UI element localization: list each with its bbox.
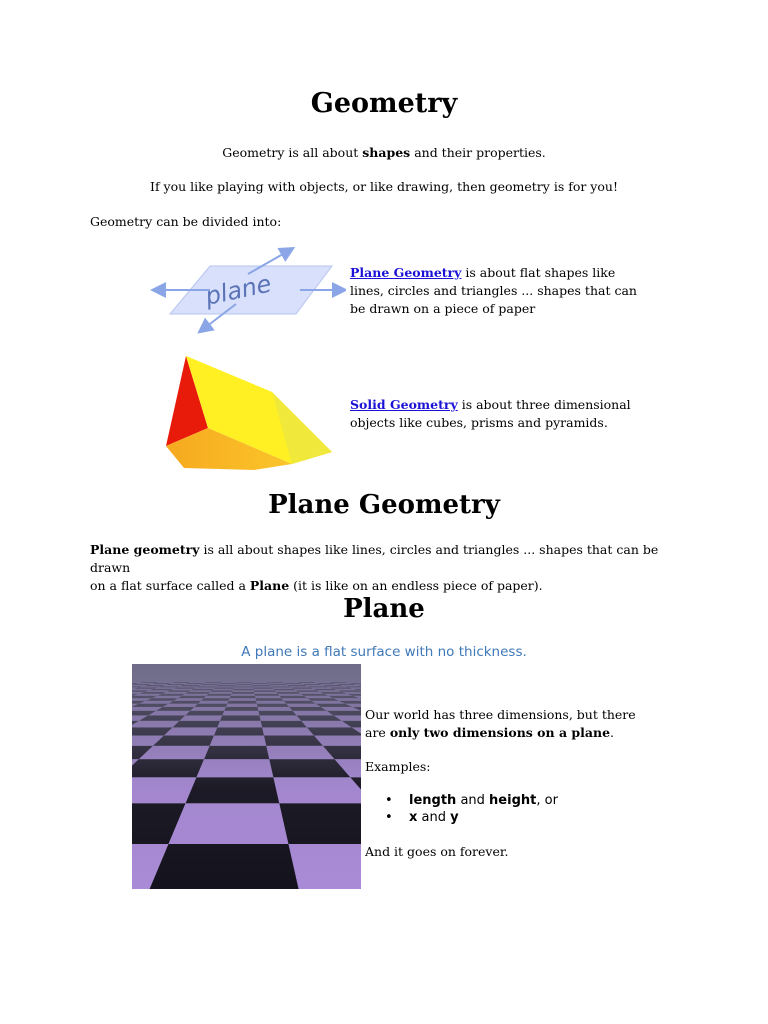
prism-illustration	[164, 352, 336, 472]
list-item	[365, 792, 665, 809]
plane-geometry-heading: Plane Geometry	[268, 490, 500, 520]
plane-geometry-paragraph	[90, 541, 690, 595]
plane-geometry-description	[350, 264, 650, 318]
examples-label: Examples:	[365, 759, 431, 774]
plane-card-text-2: lines, circles and triangles ... shapes that can	[350, 283, 637, 298]
checkerboard-plane-image	[132, 664, 361, 889]
plane-tagline: A plane is a flat surface with no thickness.	[241, 644, 527, 660]
plane-geometry-text-2b: (it is like on an endless piece of paper).	[289, 578, 543, 593]
plane-illustration	[150, 244, 346, 334]
solid-card-text-1: is about three dimensional	[457, 397, 631, 412]
intro-bold: shapes	[362, 145, 411, 160]
plane-illustration-label: plane	[202, 269, 274, 311]
bullet-and: and	[456, 793, 490, 808]
intro-paragraph-2: If you like playing with objects, or like drawing, then geometry is for you!	[150, 179, 618, 194]
bullet-and-2: and	[417, 810, 451, 825]
plane-card-text-3: be drawn on a piece of paper	[350, 301, 536, 316]
plane-geometry-bold: Plane geometry	[90, 542, 200, 557]
plane-geometry-link[interactable]: Plane Geometry	[350, 265, 462, 280]
intro-text-end: and their properties.	[410, 145, 546, 160]
plane-geometry-text-1: is all about shapes like lines, circles and triangles ... shapes that can be drawn	[90, 542, 659, 575]
solid-geometry-link[interactable]: Solid Geometry	[350, 397, 458, 412]
bullet-or: , or	[536, 793, 558, 808]
solid-geometry-description	[350, 396, 650, 432]
plane-desc-bold: only two dimensions on a plane	[389, 725, 611, 740]
examples-list	[365, 792, 665, 826]
plane-desc-line-1: Our world has three dimensions, but there	[365, 707, 636, 722]
bullet-height: height	[489, 793, 537, 808]
plane-desc-line-2a: are	[365, 725, 390, 740]
divided-text: Geometry can be divided into:	[90, 214, 282, 229]
bullet-y: y	[450, 810, 459, 825]
plane-heading: Plane	[343, 594, 425, 624]
intro-paragraph	[0, 144, 768, 162]
plane-desc-line-2c: .	[610, 725, 615, 740]
plane-description	[365, 706, 665, 742]
plane-geometry-bold-2: Plane	[249, 578, 290, 593]
forever-text: And it goes on forever.	[365, 844, 509, 859]
intro-text: Geometry is all about	[222, 145, 363, 160]
bullet-length: length	[409, 793, 457, 808]
solid-card-text-2: objects like cubes, prisms and pyramids.	[350, 415, 608, 430]
page-title: Geometry	[310, 88, 458, 119]
list-item	[365, 809, 665, 826]
plane-geometry-text-2a: on a flat surface called a	[90, 578, 250, 593]
plane-card-text-1: is about flat shapes like	[461, 265, 616, 280]
bullet-x: x	[409, 810, 418, 825]
